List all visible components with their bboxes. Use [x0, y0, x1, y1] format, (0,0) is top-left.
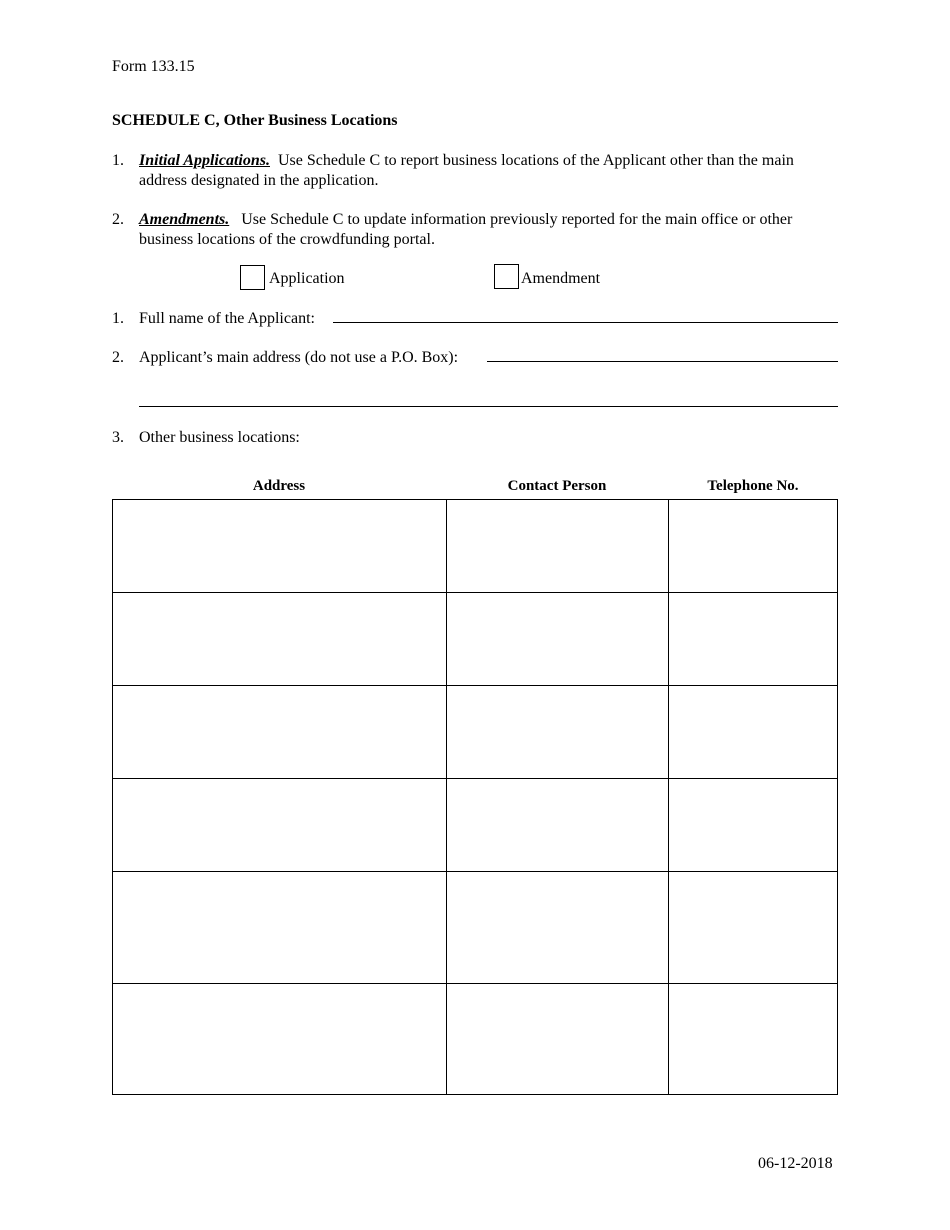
instruction-text-cont: business locations of the crowdfunding portal. — [139, 231, 435, 248]
telephone-cell[interactable] — [669, 984, 838, 1095]
contact-person-cell[interactable] — [447, 872, 669, 984]
amendment-checkbox-label: Amendment — [521, 270, 601, 287]
contact-person-cell[interactable] — [447, 500, 669, 593]
address-cell[interactable] — [113, 500, 447, 593]
contact-person-cell[interactable] — [447, 686, 669, 779]
instruction-text: Use Schedule C to update information previously reported for the main office or other — [241, 211, 793, 228]
address-cell[interactable] — [113, 779, 447, 872]
instruction-number: 1. — [112, 152, 124, 169]
telephone-cell[interactable] — [669, 686, 838, 779]
field-number: 1. — [112, 310, 124, 327]
main-address-label: Applicant’s main address (do not use a P.O. Box): — [139, 349, 459, 366]
table-row — [113, 984, 838, 1095]
amendment-checkbox[interactable] — [494, 264, 519, 289]
telephone-cell[interactable] — [669, 593, 838, 686]
table-row — [113, 500, 838, 593]
form-number: Form 133.15 — [112, 58, 195, 75]
column-header-telephone: Telephone No. — [707, 478, 799, 494]
instruction-heading: Amendments. — [139, 211, 230, 228]
telephone-cell[interactable] — [669, 500, 838, 593]
full-name-label: Full name of the Applicant: — [139, 310, 315, 327]
field-number: 3. — [112, 429, 124, 446]
telephone-cell[interactable] — [669, 779, 838, 872]
address-cell[interactable] — [113, 984, 447, 1095]
table-row — [113, 686, 838, 779]
instruction-number: 2. — [112, 211, 124, 228]
field-number: 2. — [112, 349, 124, 366]
address-cell[interactable] — [113, 593, 447, 686]
table-row — [113, 872, 838, 984]
other-locations-label: Other business locations: — [139, 429, 300, 446]
contact-person-cell[interactable] — [447, 984, 669, 1095]
locations-table — [112, 499, 838, 1095]
address-cell[interactable] — [113, 872, 447, 984]
revision-date: 06-12-2018 — [758, 1155, 833, 1172]
table-row — [113, 593, 838, 686]
application-checkbox-label: Application — [269, 270, 345, 287]
telephone-cell[interactable] — [669, 872, 838, 984]
instruction-heading: Initial Applications. — [139, 152, 270, 169]
instruction-text: Use Schedule C to report business locations of the Applicant other than the main — [278, 152, 794, 169]
contact-person-cell[interactable] — [447, 593, 669, 686]
schedule-title: SCHEDULE C, Other Business Locations — [112, 112, 398, 129]
full-name-input-line[interactable] — [333, 322, 838, 323]
instruction-text-cont: address designated in the application. — [139, 172, 379, 189]
main-address-input-line-2[interactable] — [139, 406, 838, 407]
column-header-address: Address — [252, 478, 306, 494]
table-row — [113, 779, 838, 872]
main-address-input-line[interactable] — [487, 361, 838, 362]
column-header-contact-person: Contact Person — [507, 478, 607, 494]
contact-person-cell[interactable] — [447, 779, 669, 872]
application-checkbox[interactable] — [240, 265, 265, 290]
address-cell[interactable] — [113, 686, 447, 779]
